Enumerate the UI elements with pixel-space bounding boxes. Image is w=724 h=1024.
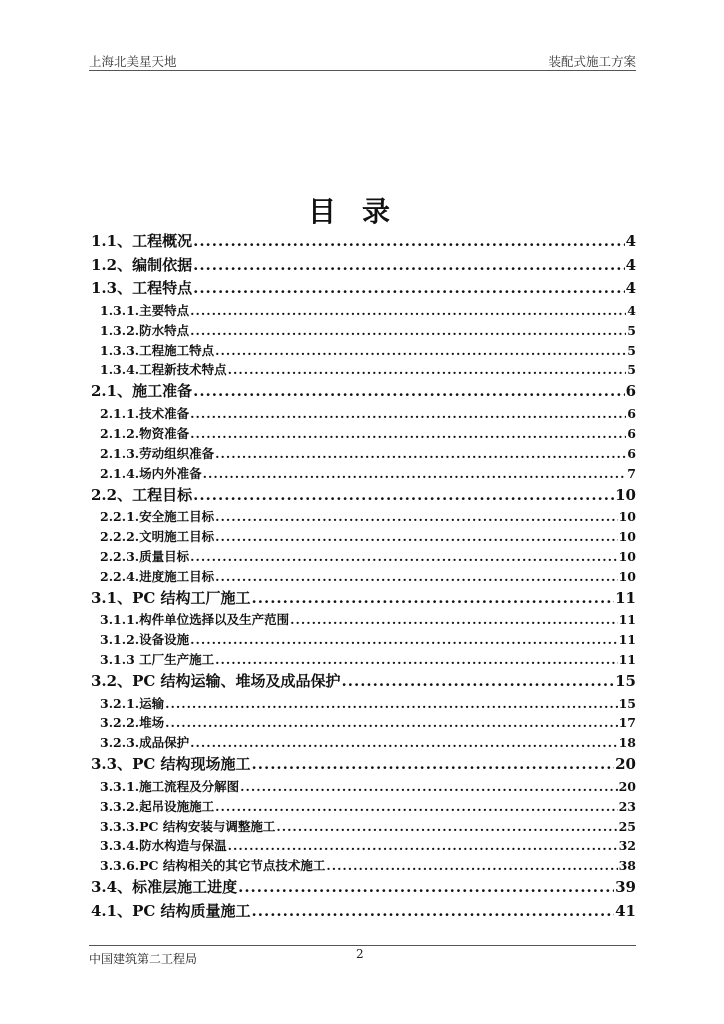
toc-entry[interactable]: [91, 670, 636, 694]
toc-entry-page: 6: [627, 425, 636, 441]
toc-dot-leader: [190, 733, 617, 753]
toc-entry[interactable]: [91, 341, 636, 361]
toc-entry[interactable]: [91, 836, 636, 856]
toc-dot-leader: [215, 341, 626, 361]
toc-dot-leader: [190, 547, 617, 567]
toc-dot-leader: [228, 360, 627, 380]
toc-entry-label: 2.2.3.质量目标: [100, 548, 190, 564]
toc-dot-leader: [193, 254, 624, 278]
toc-dot-leader: [193, 277, 624, 301]
toc-entry[interactable]: [91, 360, 636, 380]
toc-entry-label: 3.1.3 工厂生产施工: [100, 652, 215, 668]
toc-dot-leader: [228, 836, 618, 856]
toc-entry[interactable]: [91, 610, 636, 630]
page-number: 2: [356, 947, 364, 961]
toc-title: 目录: [307, 195, 416, 228]
toc-entry-page: 11: [618, 612, 636, 628]
toc-entry[interactable]: [91, 527, 636, 547]
toc-entry-label: 3.2.3.成品保护: [100, 735, 190, 751]
toc-entry-page: 17: [618, 715, 636, 731]
toc-entry-label: 3.3.4.防水构造与保温: [100, 838, 227, 854]
toc-entry-label: 3.3.6.PC 结构相关的其它节点技术施工: [100, 858, 326, 874]
toc-entry[interactable]: [91, 650, 636, 670]
toc-entry-page: 41: [615, 901, 636, 920]
toc-entry[interactable]: [91, 464, 636, 484]
table-of-contents: [91, 230, 636, 923]
toc-entry[interactable]: [91, 254, 636, 278]
toc-entry-label: 2.1.3.劳动组织准备: [100, 445, 215, 461]
toc-entry-label: 2.2.2.文明施工目标: [100, 528, 215, 544]
toc-entry-page: 25: [618, 818, 636, 834]
toc-dot-leader: [215, 650, 617, 670]
toc-entry[interactable]: [91, 277, 636, 301]
toc-dot-leader: [190, 404, 626, 424]
toc-entry[interactable]: [91, 321, 636, 341]
toc-entry-label: 3.3.2.起吊设施施工: [100, 798, 215, 814]
toc-entry[interactable]: [91, 753, 636, 777]
header-right-text: 装配式施工方案: [548, 54, 636, 69]
toc-entry[interactable]: [91, 444, 636, 464]
toc-entry-page: 20: [615, 755, 636, 774]
toc-entry[interactable]: [91, 817, 636, 837]
toc-entry-label: 2.2.4.进度施工目标: [100, 568, 215, 584]
toc-entry-page: 6: [625, 382, 636, 401]
toc-entry[interactable]: [91, 876, 636, 900]
toc-entry-label: 1.3.3.工程施工特点: [100, 342, 215, 358]
toc-dot-leader: [190, 630, 617, 650]
toc-dot-leader: [240, 777, 617, 797]
toc-entry-label: 3.4、标准层施工进度: [91, 878, 238, 897]
toc-entry-page: 10: [618, 509, 636, 525]
toc-entry-page: 15: [615, 671, 636, 690]
toc-entry-page: 23: [618, 798, 636, 814]
toc-entry[interactable]: [91, 567, 636, 587]
toc-dot-leader: [276, 817, 617, 837]
toc-dot-leader: [190, 321, 626, 341]
toc-entry-label: 2.1.1.技术准备: [100, 405, 190, 421]
toc-entry[interactable]: [91, 587, 636, 611]
toc-entry-page: 6: [627, 405, 636, 421]
toc-entry-page: 10: [618, 548, 636, 564]
toc-entry-page: 4: [625, 279, 636, 298]
toc-entry-label: 2.2.1.安全施工目标: [100, 509, 215, 525]
toc-dot-leader: [190, 424, 626, 444]
toc-entry-label: 3.2.1.运输: [100, 695, 165, 711]
toc-dot-leader: [238, 876, 614, 900]
toc-entry-page: 20: [618, 778, 636, 794]
toc-entry[interactable]: [91, 797, 636, 817]
toc-entry-page: 15: [618, 695, 636, 711]
toc-entry[interactable]: [91, 777, 636, 797]
toc-dot-leader: [193, 380, 624, 404]
toc-dot-leader: [290, 610, 617, 630]
toc-dot-leader: [252, 587, 615, 611]
page-header: [89, 50, 636, 70]
toc-entry-label: 3.3、PC 结构现场施工: [91, 755, 251, 774]
toc-entry-label: 1.3.4.工程新技术特点: [100, 362, 227, 378]
toc-entry-label: 3.1、PC 结构工厂施工: [91, 588, 251, 607]
toc-entry-label: 3.3.3.PC 结构安装与调整施工: [100, 818, 276, 834]
toc-entry-label: 3.1.1.构件单位选择以及生产范围: [100, 612, 290, 628]
toc-dot-leader: [252, 753, 615, 777]
header-left-text: 上海北美星天地: [89, 54, 177, 69]
toc-entry-label: 2.1.2.物资准备: [100, 425, 190, 441]
toc-dot-leader: [193, 230, 624, 254]
toc-entry-page: 10: [618, 528, 636, 544]
toc-entry-page: 4: [625, 232, 636, 250]
toc-dot-leader: [203, 464, 627, 484]
toc-entry-page: 5: [627, 362, 636, 378]
toc-entry-label: 1.3.2.防水特点: [100, 322, 190, 338]
toc-entry[interactable]: [91, 856, 636, 876]
toc-entry[interactable]: [91, 733, 636, 753]
toc-entry-label: 2.1.4.场内外准备: [100, 465, 202, 481]
toc-dot-leader: [215, 507, 617, 527]
toc-entry-page: 7: [627, 465, 636, 481]
toc-entry[interactable]: [91, 694, 636, 714]
toc-entry-page: 4: [625, 255, 636, 274]
toc-entry[interactable]: [91, 424, 636, 444]
toc-entry-label: 1.3、工程特点: [91, 279, 193, 298]
toc-entry-label: 3.1.2.设备设施: [100, 632, 190, 648]
toc-entry[interactable]: [91, 630, 636, 650]
toc-dot-leader: [326, 856, 617, 876]
toc-entry-label: 1.2、编制依据: [91, 255, 193, 274]
toc-entry[interactable]: [91, 507, 636, 527]
toc-entry-label: 3.3.1.施工流程及分解图: [100, 778, 240, 794]
toc-dot-leader: [215, 444, 626, 464]
toc-entry-page: 6: [627, 445, 636, 461]
toc-entry[interactable]: [91, 230, 636, 254]
toc-dot-leader: [215, 527, 617, 547]
toc-entry-label: 2.2、工程目标: [91, 485, 193, 504]
toc-entry-label: 2.1、施工准备: [91, 382, 193, 401]
toc-entry-page: 11: [618, 632, 636, 648]
toc-dot-leader: [165, 694, 617, 714]
toc-entry[interactable]: [91, 404, 636, 424]
toc-entry-page: 10: [615, 485, 636, 504]
footer-left-text: 中国建筑第二工程局: [89, 952, 198, 966]
toc-entry-page: 11: [615, 588, 636, 607]
toc-entry-page: 18: [618, 735, 636, 751]
toc-entry-page: 5: [627, 342, 636, 358]
toc-entry-page: 5: [627, 322, 636, 338]
toc-dot-leader: [190, 301, 626, 321]
toc-entry[interactable]: [91, 484, 636, 508]
toc-entry-label: 1.3.1.主要特点: [100, 302, 190, 318]
toc-entry-page: 39: [615, 878, 636, 897]
toc-entry[interactable]: [91, 713, 636, 733]
toc-dot-leader: [252, 900, 615, 924]
toc-entry[interactable]: [91, 547, 636, 567]
toc-entry-page: 10: [618, 568, 636, 584]
toc-dot-leader: [342, 670, 615, 694]
toc-entry[interactable]: [91, 900, 636, 924]
toc-entry-label: 3.2、PC 结构运输、堆场及成品保护: [91, 671, 341, 690]
toc-entry-label: 3.2.2.堆场: [100, 715, 165, 731]
toc-entry-page: 4: [627, 302, 636, 318]
toc-entry-page: 38: [618, 858, 636, 874]
header-divider: [89, 70, 636, 71]
toc-entry-page: 11: [618, 652, 636, 668]
toc-entry-label: 1.1、工程概况: [91, 232, 193, 250]
footer-divider: [89, 945, 636, 946]
toc-entry-label: 4.1、PC 结构质量施工: [91, 901, 251, 920]
toc-dot-leader: [165, 713, 617, 733]
toc-dot-leader: [215, 567, 617, 587]
toc-entry[interactable]: [91, 380, 636, 404]
toc-dot-leader: [193, 484, 614, 508]
toc-entry-page: 32: [618, 838, 636, 854]
toc-dot-leader: [215, 797, 617, 817]
toc-entry[interactable]: [91, 301, 636, 321]
